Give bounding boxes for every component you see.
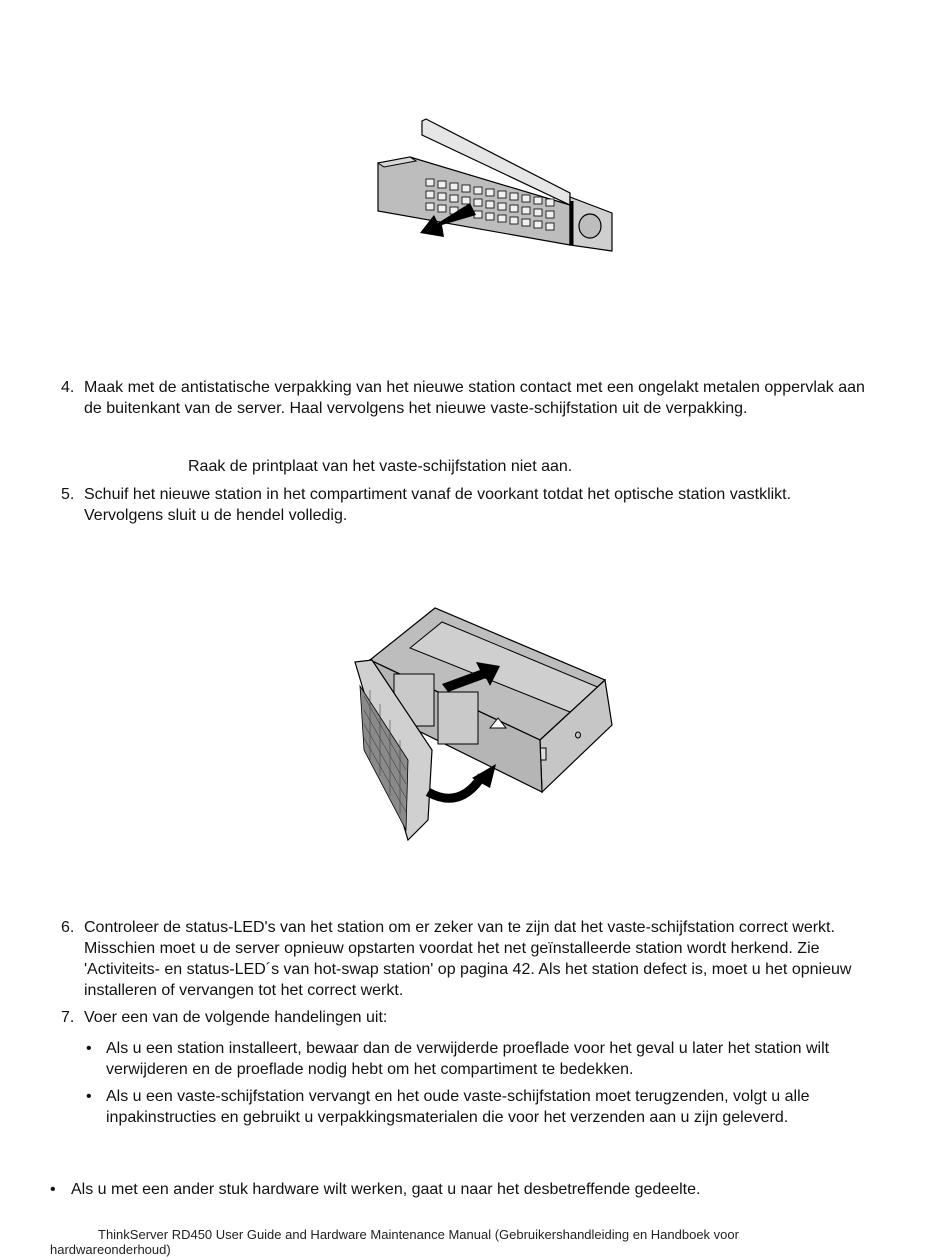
bullet-marker: • [50, 1181, 56, 1198]
bullet-marker: • [86, 1088, 92, 1105]
bullet-marker: • [86, 1040, 92, 1057]
step-note: Raak de printplaat van het vaste-schijfstation niet aan. [188, 458, 573, 475]
list-item: Als u een station installeert, bewaar dan de verwijderde proeflade voor het geval u later het station wilt verwijderen en de proeflade nodig hebt om het compartiment te bedekken. [106, 1040, 830, 1078]
step-text: Schuif het nieuwe station in het compartiment vanaf de voorkant totdat het optische station vastklikt. Vervolgens sluit u de hendel volledig. [84, 486, 792, 524]
step-text: Maak met de antistatische verpakking van het nieuwe station contact met een ongelakt metalen oppervlak aan de buitenkant van de server. Haal vervolgens het nieuwe vaste-schijfstation uit de verpakking. [84, 379, 865, 417]
step-text: Controleer de status-LED's van het station om er zeker van te zijn dat het vaste-schijfstation correct werkt. Misschien moet u de server opnieuw opstarten voordat het net geïnstalleerde station wordt herkend. Zie 'Activiteits- en status-LED´s van hot-swap station' op pagina 42. Als het station defect is, moet u het opnieuw installeren of vervangen tot het correct werkt. [84, 919, 852, 999]
figure-remove-filler-tray [370, 115, 620, 255]
step-number: 6. [61, 919, 75, 936]
list-item: Als u een vaste-schijfstation vervangt en het oude vaste-schijfstation moet terugzenden, volgt u alle inpakinstructies en gebruikt u verpakkingsmaterialen die voor het verzenden aan u zijn geleverd. [106, 1088, 810, 1126]
step-number: 7. [61, 1009, 75, 1026]
step-number: 4. [61, 379, 75, 396]
figure-insert-drive [350, 600, 620, 845]
step-text: Voer een van de volgende handelingen uit: [84, 1009, 388, 1026]
list-item: Als u met een ander stuk hardware wilt werken, gaat u naar het desbetreffende gedeelte. [71, 1181, 701, 1198]
step-number: 5. [61, 486, 75, 503]
page-footer: ThinkServer RD450 User Guide and Hardware Maintenance Manual (Gebruikershandleiding en Handboek voor hardwareonderhoud) [50, 1227, 739, 1257]
